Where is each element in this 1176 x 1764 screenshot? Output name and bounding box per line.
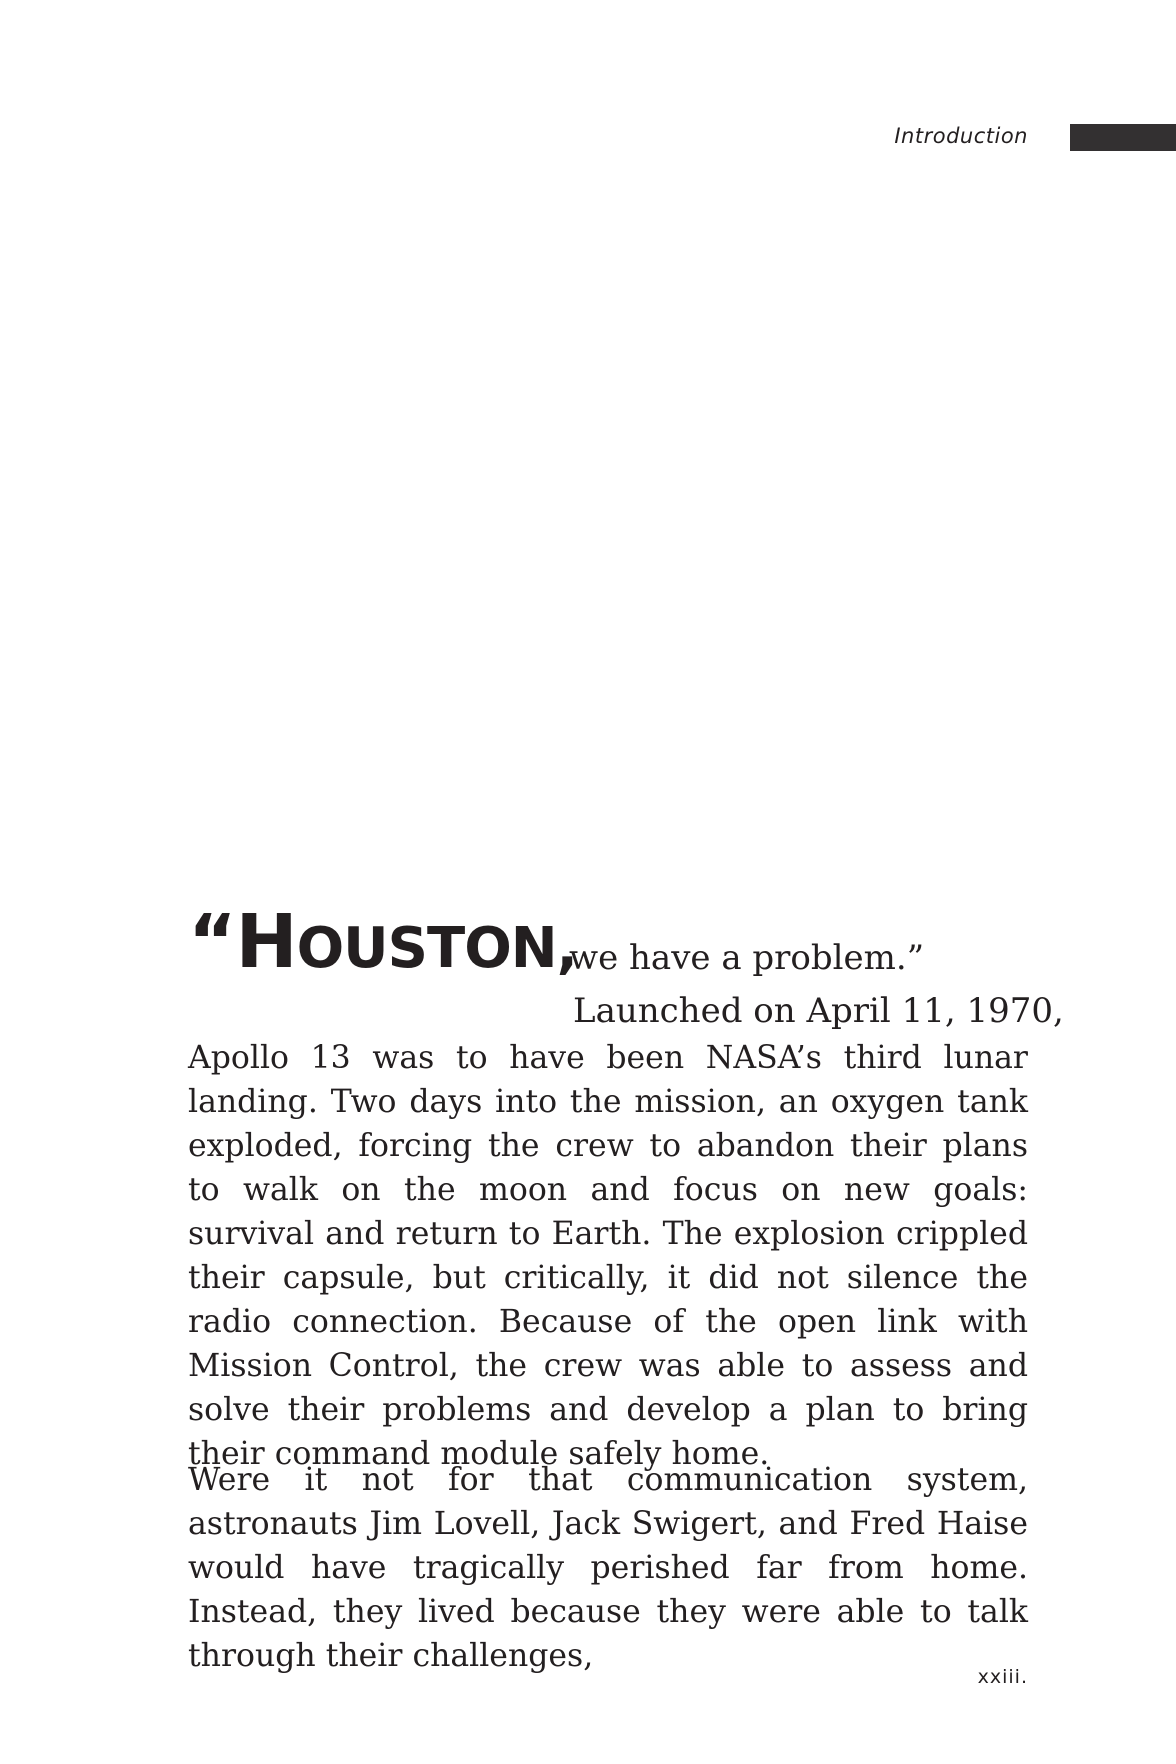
opening-first-line: Launched on April 11, 1970, <box>573 991 1064 1031</box>
page-number: xxiii. <box>977 1666 1028 1688</box>
chapter-opening <box>188 899 1064 1031</box>
display-quote-houston <box>188 899 577 985</box>
body-paragraph-2: Were it not for that communication system, astronauts Jim Lovell, Jack Swigert, and Fred Haise would have tragically perished far from home. Instead, they lived because they were able to talk through their challenges, <box>188 1462 1028 1674</box>
houston-small-caps: OUSTON, <box>296 916 577 981</box>
open-quote-mark: “ <box>188 899 236 985</box>
running-head: Introduction <box>894 124 1028 148</box>
quote-tail: we have a problem.” <box>569 938 925 978</box>
houston-initial: H <box>235 899 297 985</box>
section-tab-bar <box>1070 124 1176 151</box>
body-paragraph-1: Apollo 13 was to have been NASA’s third lunar landing. Two days into the mission, an oxygen tank exploded, forcing the crew to abandon their plans to walk on the moon and focus on new goals: survival and return to Earth. The explosion crippled their capsule, but critically, it did not silence the radio connection. Because of the open link with Mission Control, the crew was able to assess and solve their problems and develop a plan to bring their command module safely home. <box>188 1040 1028 1472</box>
